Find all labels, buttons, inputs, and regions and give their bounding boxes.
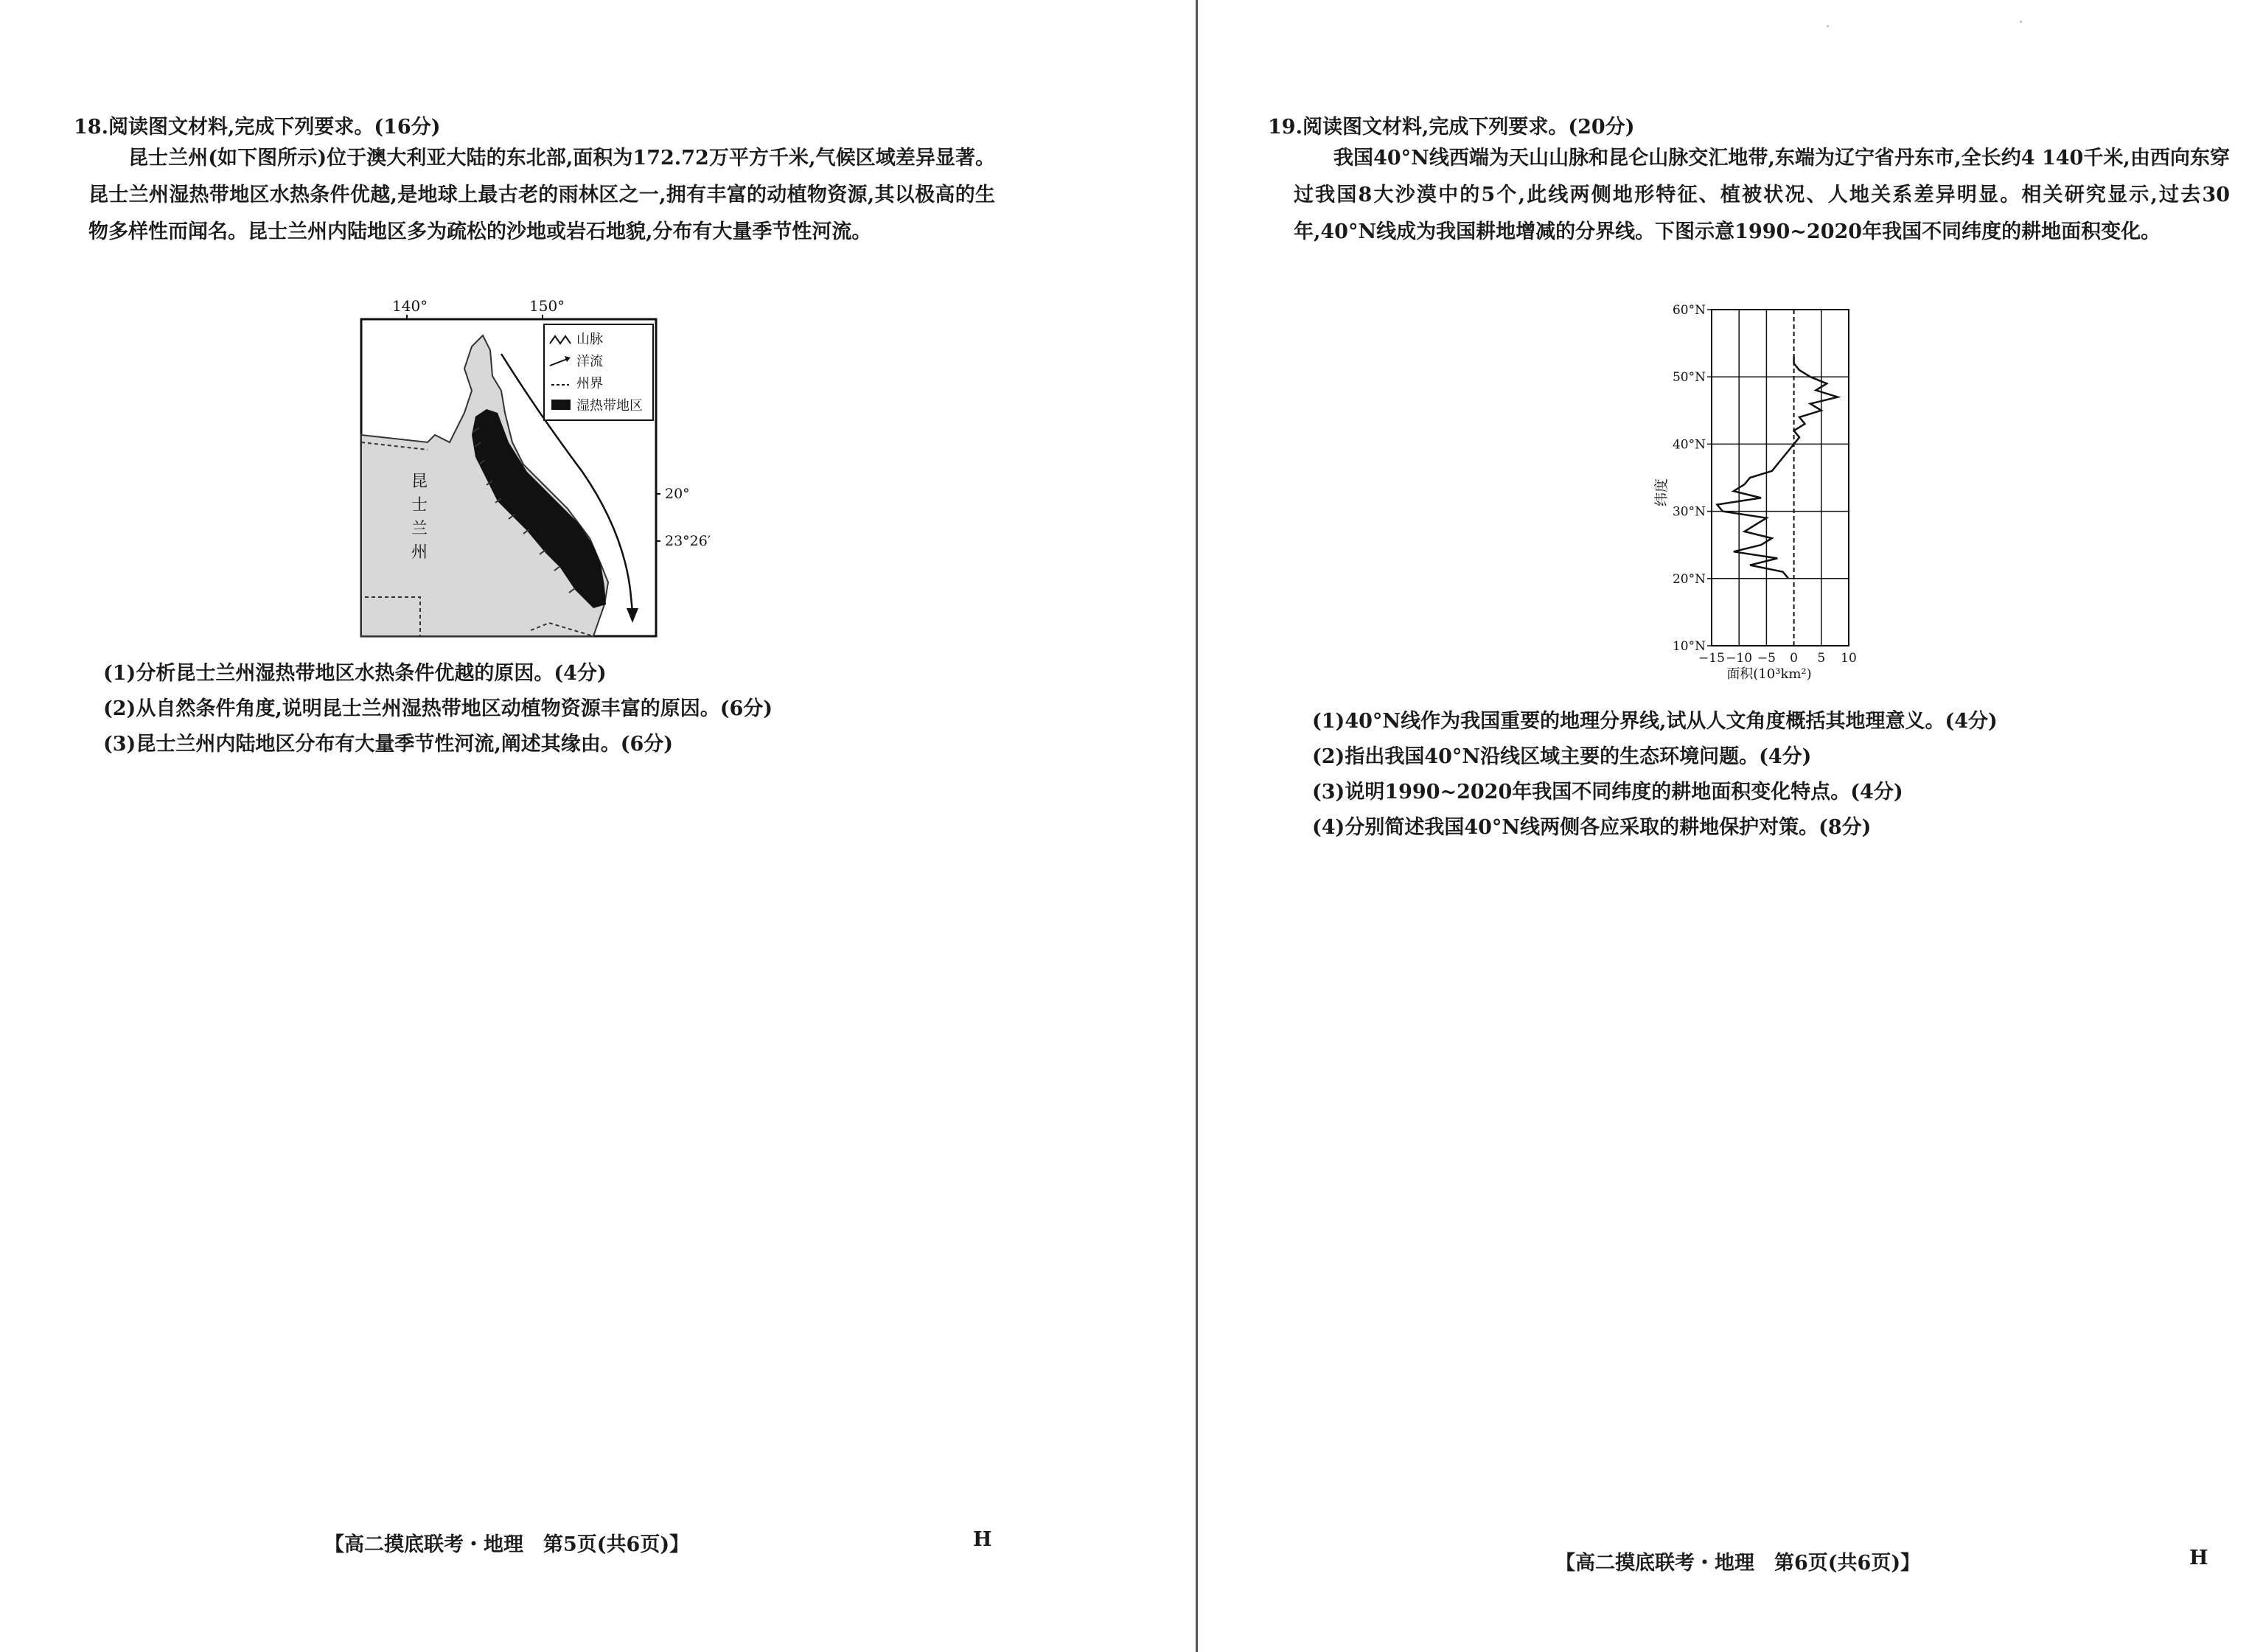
legend-boundary: 州界	[576, 376, 603, 391]
y-tick-label: 60°N	[1672, 303, 1706, 318]
right-footer: 【高二摸底联考・地理 第6页(共6页)】	[1555, 1552, 1921, 1575]
wet-tropics-legend-icon	[551, 400, 571, 410]
y-tick-label: 50°N	[1672, 370, 1706, 386]
legend-current: 洋流	[576, 354, 603, 369]
x-tick-label: 10	[1841, 651, 1857, 666]
lon-label-150: 150°	[529, 297, 565, 315]
queensland-map	[346, 295, 730, 652]
legend-wet-tropics: 湿热带地区	[576, 398, 643, 414]
q18-question-2: (2)从自然条件角度,说明昆士兰州湿热带地区动植物资源丰富的原因。(6分)	[103, 697, 773, 720]
left-page-mark: H	[973, 1528, 992, 1551]
state-label-1: 昆	[411, 473, 428, 491]
q19-question-2: (2)指出我国40°N沿线区域主要的生态环境问题。(4分)	[1312, 745, 1812, 768]
q19-questions	[1312, 704, 1998, 846]
legend-mountain: 山脉	[576, 332, 603, 347]
lon-label-140: 140°	[392, 297, 428, 315]
q18-question-3: (3)昆士兰州内陆地区分布有大量季节性河流,阐述其缘由。(6分)	[103, 733, 674, 756]
y-tick-label: 30°N	[1672, 504, 1706, 520]
right-page	[1209, 0, 2263, 1652]
state-label-3: 兰	[411, 520, 428, 538]
left-footer: 【高二摸底联考・地理 第5页(共6页)】	[324, 1533, 690, 1556]
x-tick-label: 0	[1790, 651, 1799, 666]
q18-question-1: (1)分析昆士兰州湿热带地区水热条件优越的原因。(4分)	[103, 662, 607, 685]
chart-xlabel: 面积(10³km²)	[1726, 666, 1812, 682]
x-tick-label: 5	[1817, 651, 1826, 666]
cropland-chart	[1629, 295, 1953, 696]
chart-ylabel: 纬度	[1653, 478, 1670, 507]
chart-frame	[1712, 310, 1849, 646]
y-tick-label: 40°N	[1672, 437, 1706, 453]
q19-question-1: (1)40°N线作为我国重要的地理分界线,试从人文角度概括其地理意义。(4分)	[1312, 710, 1998, 733]
q18-questions	[103, 656, 773, 762]
state-label-2: 士	[411, 496, 428, 515]
right-page-mark: H	[2189, 1547, 2208, 1569]
cropland-chart-svg	[1629, 295, 1953, 693]
x-tick-label: −5	[1757, 651, 1776, 666]
q19-heading: 19.阅读图文材料,完成下列要求。(20分)	[1268, 116, 1635, 139]
q18-paragraph: 昆士兰州(如下图所示)位于澳大利亚大陆的东北部,面积为172.72万平方千米,气候区域差异显著。昆士兰州湿热带地区水热条件优越,是地球上最古老的雨林区之一,拥有丰富的动植物资源,其以极高的生物多样性而闻名。昆士兰州内陆地区多为疏松的沙地或岩石地貌,分布有大量季节性河流。	[88, 147, 995, 243]
lat-label-20: 20°	[665, 486, 690, 502]
q19-question-4: (4)分别简述我国40°N线两侧各应采取的耕地保护对策。(8分)	[1312, 816, 1872, 839]
y-tick-label: 10°N	[1672, 639, 1706, 654]
x-tick-label: −10	[1726, 651, 1753, 666]
q19-question-3: (3)说明1990~2020年我国不同纬度的耕地面积变化特点。(4分)	[1312, 781, 1903, 804]
x-tick-label: −15	[1698, 651, 1725, 666]
state-label-4: 州	[411, 543, 428, 562]
y-tick-label: 20°N	[1672, 571, 1706, 587]
q18-heading: 18.阅读图文材料,完成下列要求。(16分)	[74, 116, 441, 139]
q19-paragraph: 我国40°N线西端为天山山脉和昆仑山脉交汇地带,东端为辽宁省丹东市,全长约4 140千米,由西向东穿过我国8大沙漠中的5个,此线两侧地形特征、植被状况、人地关系差异明显。相关研究显示,过去30年,40°N线成为我国耕地增减的分界线。下图示意1990~2020年我国不同纬度的耕地面积变化。	[1294, 147, 2230, 243]
page-divider	[1196, 0, 1198, 1652]
lat-label-tropic: 23°26′	[665, 533, 711, 549]
